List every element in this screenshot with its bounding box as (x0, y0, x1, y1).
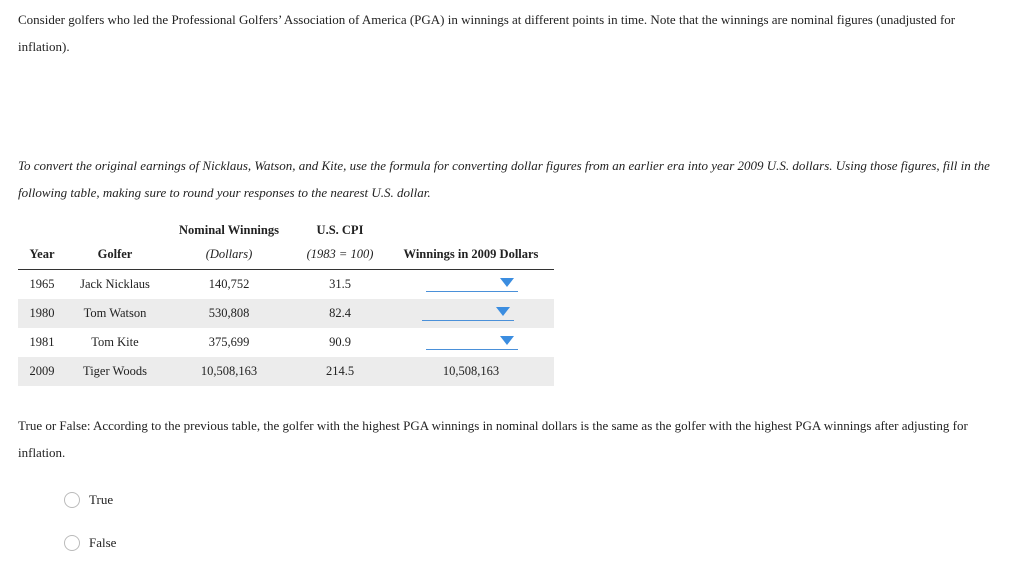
cell-cpi: 90.9 (329, 335, 351, 349)
cell-golfer: Tiger Woods (83, 364, 147, 378)
cell-year: 1980 (29, 306, 55, 320)
dropdown-arrow-icon[interactable] (496, 307, 510, 316)
winnings-dropdown-watson[interactable] (422, 301, 514, 321)
cell-year: 1981 (29, 335, 55, 349)
dropdown-arrow-icon[interactable] (500, 278, 514, 287)
true-false-question: True or False: According to the previous table, the golfer with the highest PGA winnings in nominal dollars is the same as the golfer with the highest PGA winnings after adjusting for inflation. (18, 418, 968, 460)
winnings-dropdown-kite[interactable] (426, 330, 518, 350)
radio-button-true[interactable] (64, 492, 80, 508)
cell-year: 2009 (29, 364, 55, 378)
header-nominal-units: (Dollars) (205, 247, 253, 261)
header-year: Year (29, 247, 55, 261)
cell-winnings-2009: 10,508,163 (442, 364, 500, 378)
dropdown-underline (426, 291, 518, 293)
cell-cpi: 214.5 (325, 364, 355, 378)
instructions-paragraph: To convert the original earnings of Nicklaus, Watson, and Kite, use the formula for converting dollar figures from an earlier era into year 2009 U.S. dollars. Using those figures, fill in the following table, making sure to round your responses to the nearest U.S. dollar. (18, 158, 990, 200)
cell-nominal: 10,508,163 (200, 364, 258, 378)
intro-paragraph: Consider golfers who led the Professional Golfers’ Association of America (PGA) in winnings at different points in time. Note that the winnings are nominal figures (unadjusted for inflation). (18, 12, 956, 54)
header-nominal-winnings: Nominal Winnings (179, 223, 279, 237)
dropdown-arrow-icon[interactable] (500, 336, 514, 345)
cell-nominal: 530,808 (208, 306, 250, 320)
cell-nominal: 140,752 (208, 277, 250, 291)
cell-nominal: 375,699 (208, 335, 250, 349)
cell-cpi: 31.5 (329, 277, 351, 291)
header-cpi-base: (1983 = 100) (306, 247, 374, 261)
cell-year: 1965 (29, 277, 55, 291)
table-row (18, 328, 554, 357)
header-cpi: U.S. CPI (316, 223, 364, 237)
table-row (18, 357, 554, 386)
table-row (18, 299, 554, 328)
dropdown-underline (426, 349, 518, 351)
header-winnings-2009: Winnings in 2009 Dollars (403, 247, 539, 261)
winnings-dropdown-nicklaus[interactable] (426, 272, 518, 292)
option-true-label: True (89, 492, 114, 507)
table-row (18, 270, 554, 299)
dropdown-underline (422, 320, 514, 322)
cell-golfer: Jack Nicklaus (80, 277, 150, 291)
radio-button-false[interactable] (64, 535, 80, 551)
option-false-label: False (89, 535, 117, 550)
cell-golfer: Tom Watson (83, 306, 147, 320)
header-golfer: Golfer (97, 247, 133, 261)
cell-cpi: 82.4 (329, 306, 351, 320)
cell-golfer: Tom Kite (91, 335, 139, 349)
